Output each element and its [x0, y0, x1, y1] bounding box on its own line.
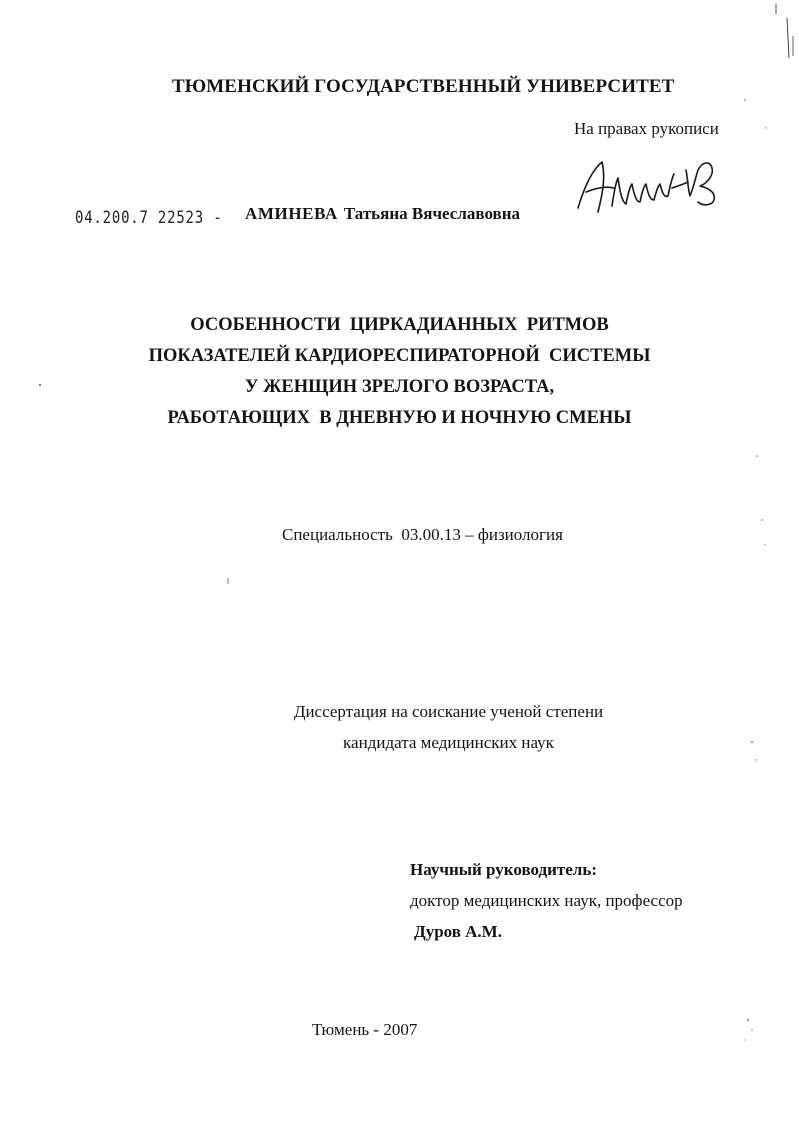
supervisor-name: Дуров А.М.	[414, 922, 502, 941]
specialty-code: Специальность 03.00.13 – физиология	[282, 525, 563, 544]
author-surname: АМИНЕВА	[245, 204, 338, 223]
author-name	[245, 204, 520, 224]
author-signature	[572, 148, 732, 223]
place-and-year: Тюмень - 2007	[312, 1020, 418, 1039]
title-line-2: ПОКАЗАТЕЛЕЙ КАРДИОРЕСПИРАТОРНОЙ СИСТЕМЫ	[148, 346, 651, 366]
degree-statement	[49, 696, 799, 758]
supervisor-rank: доктор медицинских наук, профессор	[410, 891, 683, 910]
title-line-4: РАБОТАЮЩИХ В ДНЕВНУЮ И НОЧНУЮ СМЕНЫ	[167, 408, 632, 428]
title-line-1: ОСОБЕННОСТИ ЦИРКАДИАННЫХ РИТМОВ	[190, 315, 609, 335]
dissertation-title	[0, 310, 799, 434]
author-given-names: Татьяна Вячеславовна	[343, 204, 520, 223]
degree-line-1: Диссертация на соискание ученой степени	[293, 702, 604, 721]
degree-line-2: кандидата медицинских наук	[343, 733, 554, 752]
university-name: ТЮМЕНСКИЙ ГОСУДАРСТВЕННЫЙ УНИВЕРСИТЕТ	[172, 76, 675, 97]
library-stamp-number	[75, 208, 222, 228]
stamp-dash: -	[203, 208, 223, 228]
title-line-3: У ЖЕНЩИН ЗРЕЛОГО ВОЗРАСТА,	[244, 377, 555, 397]
supervisor-label: Научный руководитель:	[410, 860, 597, 879]
stamp-number-text: 04.200.7 22523	[75, 208, 204, 228]
manuscript-rights-note: На правах рукописи	[574, 119, 719, 138]
